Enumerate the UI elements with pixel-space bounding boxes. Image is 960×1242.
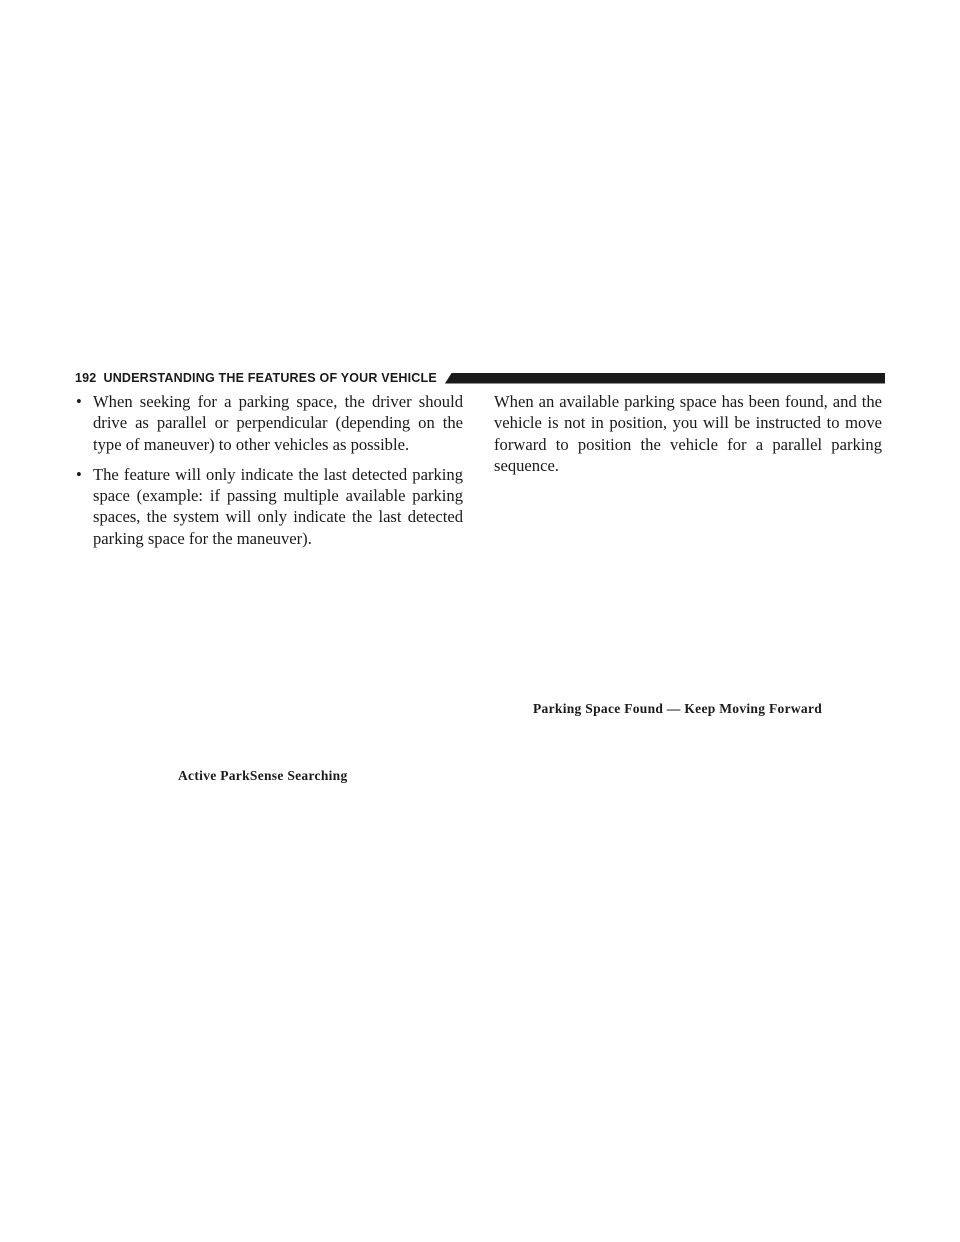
bullet-marker: • [76, 392, 82, 411]
list-item [76, 464, 463, 549]
figure-active-parksense-searching [76, 560, 463, 760]
bullet-marker: • [76, 464, 82, 484]
bullet-text: The feature will only indicate the last detected parking space (example: if passing multiple available parking spaces, the system will only indicate the last detected parking space for the maneuver). [93, 464, 463, 548]
bullet-text: When seeking for a parking space, the driver should drive as parallel or perpendicular (depending on the type of maneuver) to other vehicles as possible. [93, 392, 463, 454]
figure-parking-space-found [494, 490, 882, 690]
bullet-list [76, 391, 463, 549]
header-rule-bar [445, 373, 885, 384]
body-paragraph: When an available parking space has been found, and the vehicle is not in position, you will be instructed to move forward to position the vehicle for a parallel parking sequence. [494, 392, 882, 475]
figure-caption-parking-space-found: Parking Space Found — Keep Moving Forward [533, 701, 823, 716]
list-item [76, 391, 463, 455]
section-title: UNDERSTANDING THE FEATURES OF YOUR VEHICLE [103, 371, 437, 385]
running-header [75, 370, 885, 386]
figure-caption-active-parksense-searching: Active ParkSense Searching [178, 768, 348, 783]
left-column [76, 391, 463, 558]
right-column [494, 391, 882, 476]
page-number: 192 [75, 371, 97, 385]
